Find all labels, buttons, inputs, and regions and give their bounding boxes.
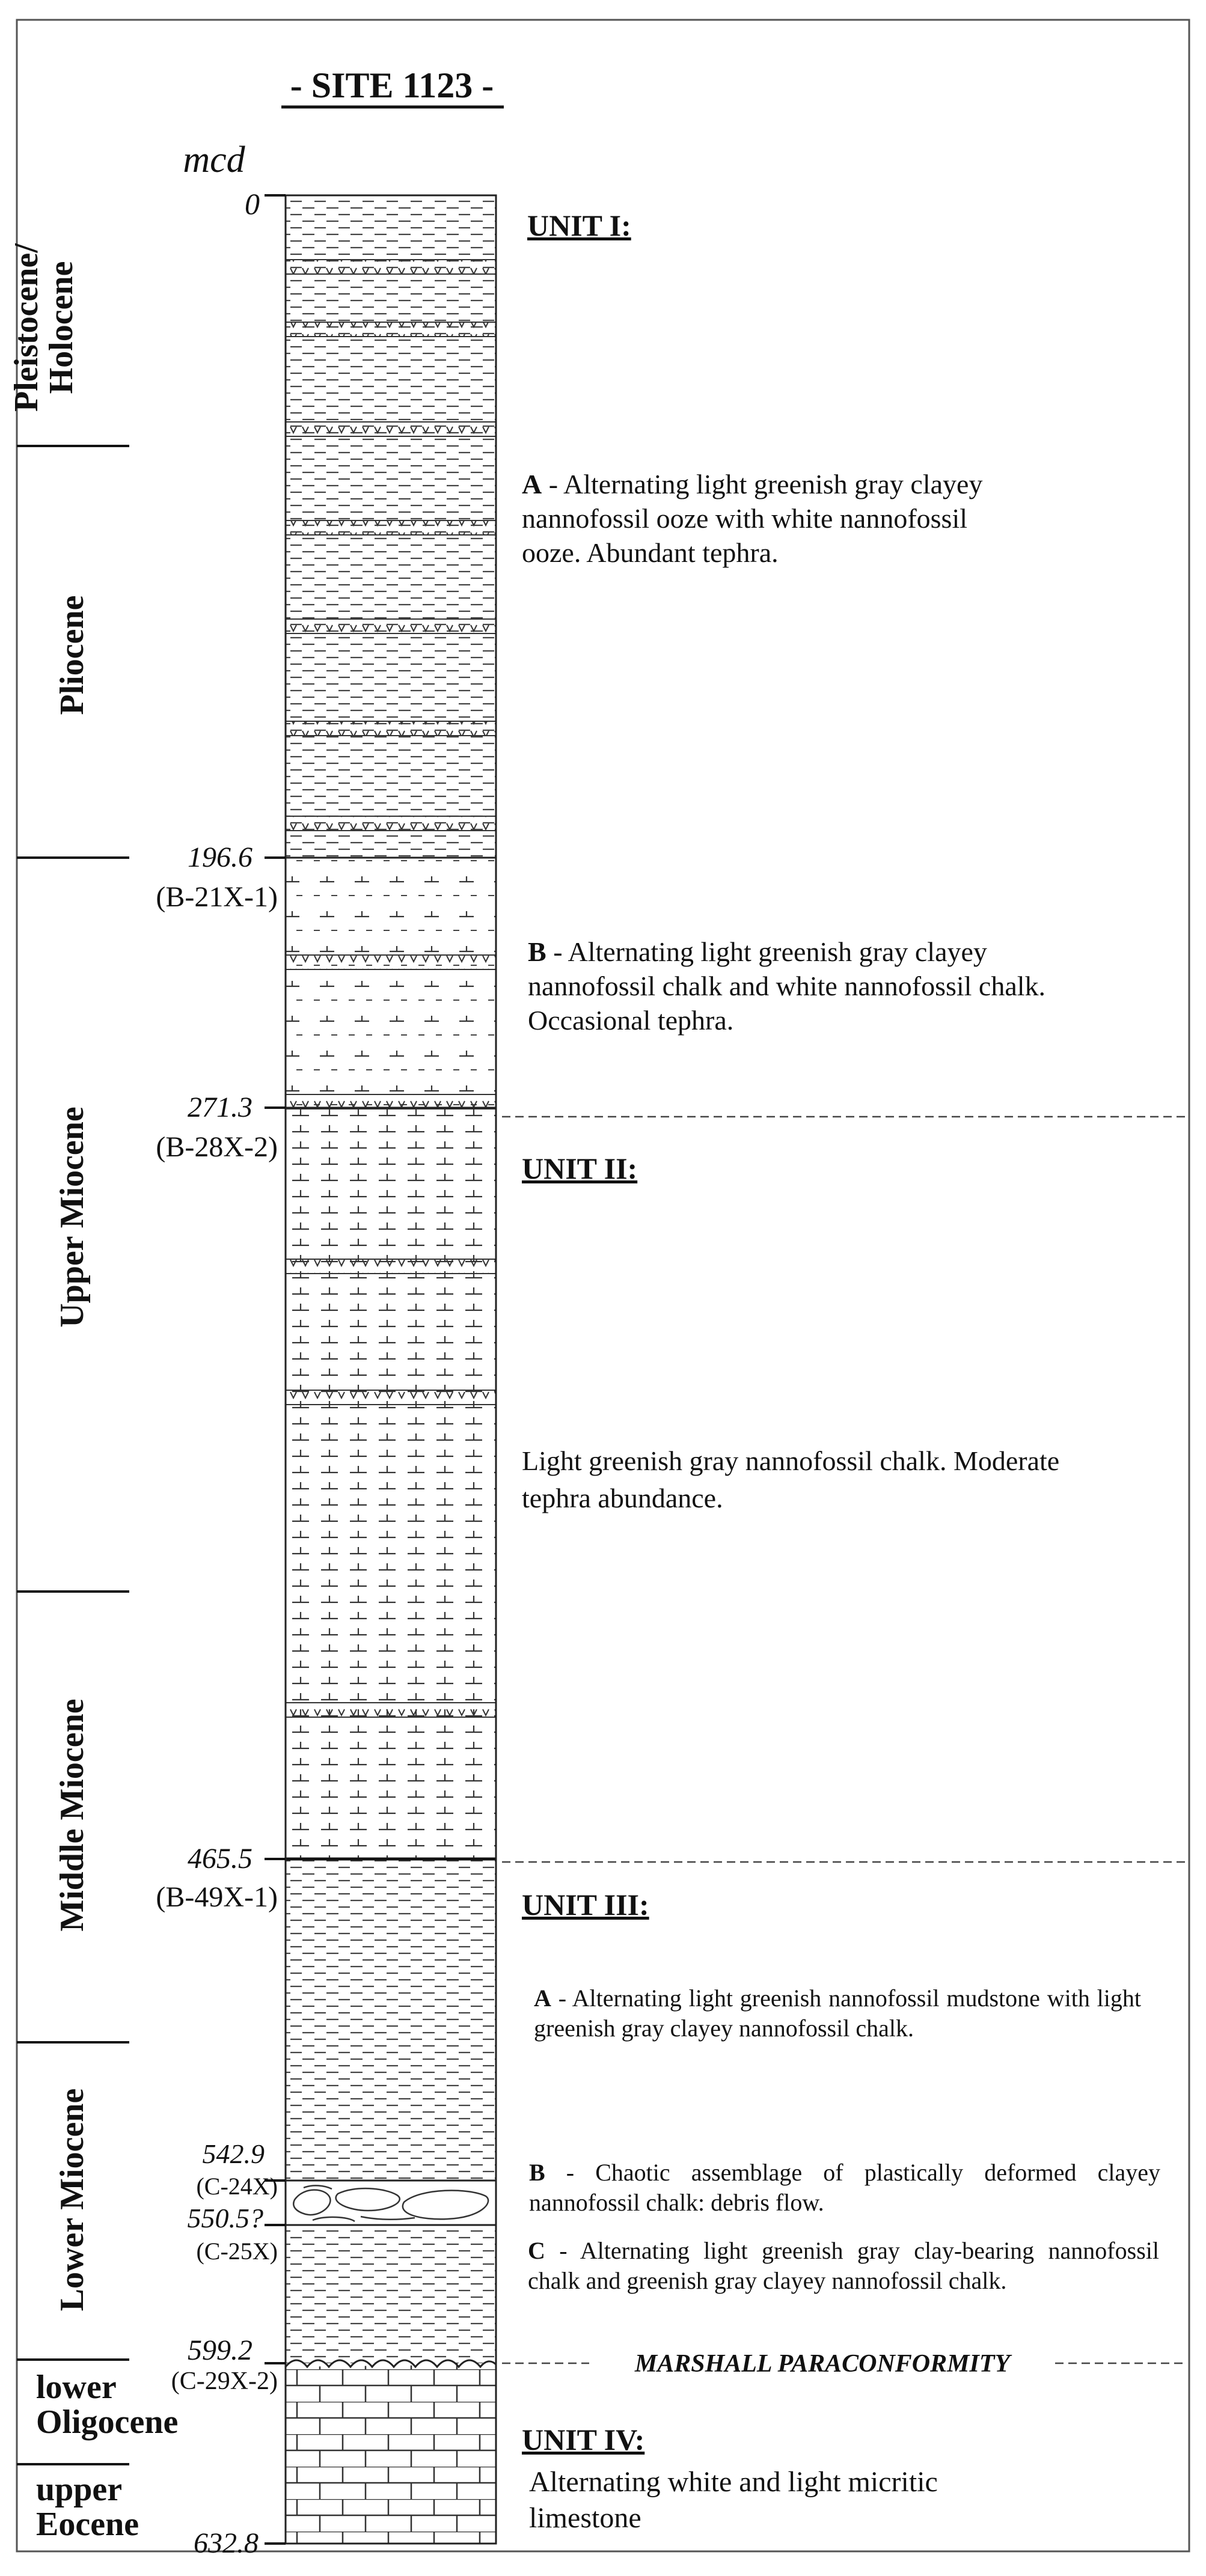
unit-ii-description: Light greenish gray nannofossil chalk. Moderate tephra abundance. (522, 1445, 1060, 1513)
depth-value: 632.8 (194, 2527, 259, 2559)
epoch-label-pleistocene-holocene: Pleistocene/Holocene (8, 243, 80, 412)
unit-iiib-letter: B (529, 2159, 545, 2186)
unit-iv-heading: UNIT IV: (522, 2423, 645, 2456)
unit-iiic-text: - Alternating light greenish gray clay-bearing nannofossil chalk and greenish gray clayey nannofossil chalk. (528, 2237, 1159, 2294)
epoch-label-middle-miocene: Middle Miocene (54, 1699, 91, 1932)
lithology-column (286, 195, 496, 2544)
depth-labels (156, 187, 278, 2559)
lithology-unit-ib-chalk (286, 858, 496, 1108)
unit-iiia-text: - Alternating light greenish nannofossil mudstone with light greenish gray clayey nannofossil chalk. (534, 1985, 1141, 2042)
depth-value: 542.9 (202, 2138, 265, 2169)
core-label: (B-21X-1) (156, 881, 278, 913)
lithology-unit-iiic-chalk (286, 2225, 496, 2363)
unit-ib-letter: B (528, 936, 546, 967)
tephra-band (286, 816, 496, 831)
unit-iiib-text: - Chaotic assemblage of plastically deformed clayey nannofossil chalk: debris flow. (529, 2159, 1160, 2216)
tephra-band (286, 1390, 496, 1405)
unit-ia-description (522, 467, 1027, 570)
unit-ia-letter: A (522, 469, 542, 499)
tephra-band (286, 520, 496, 535)
tephra-band (286, 1259, 496, 1274)
unconformity-label: MARSHALL PARACONFORMITY (634, 2350, 1011, 2378)
core-label: (C-29X-2) (171, 2367, 278, 2395)
tephra-band (286, 619, 496, 633)
unit-iiia-description (534, 1983, 1141, 2043)
depth-value: 550.5? (187, 2203, 263, 2233)
epoch-labels (8, 243, 178, 2543)
figure-title: - SITE 1123 - (290, 66, 494, 105)
unit-iiib-description (529, 2158, 1160, 2218)
tephra-band (286, 260, 496, 274)
epoch-label-lower-oligocene: lower Oligocene (36, 2369, 179, 2441)
lithology-unit-iiia-mudstone (286, 1859, 496, 2181)
unit-iiic-letter: C (528, 2237, 545, 2264)
depth-unit-label: mcd (183, 139, 245, 180)
depth-value: 196.6 (188, 841, 253, 873)
tephra-band (286, 322, 496, 337)
lithology-unit-iv-limestone (286, 2363, 496, 2544)
unit-iv-description: Alternating white and light micritic limestone (529, 2466, 938, 2534)
depth-value: 271.3 (188, 1091, 253, 1123)
unit-ii-heading: UNIT II: (522, 1152, 638, 1185)
lithology-unit-ii-chalk (286, 1108, 496, 1859)
unit-iiia-letter: A (534, 1985, 551, 2012)
tephra-band (286, 721, 496, 736)
core-label: (C-25X) (196, 2238, 278, 2265)
core-label: (B-49X-1) (156, 1881, 278, 1913)
unit-iii-heading: UNIT III: (522, 1888, 649, 1921)
epoch-label-pliocene: Pliocene (54, 595, 91, 715)
unit-i-heading: UNIT I: (527, 209, 631, 242)
unit-iiic-description (528, 2236, 1159, 2296)
core-label: (C-24X) (196, 2173, 278, 2200)
epoch-label-lower-miocene: Lower Miocene (54, 2088, 91, 2312)
unit-ib-text: - Alternating light greenish gray clayey nannofossil chalk and white nannofossil chalk. Occasional tephra. (528, 936, 1046, 1036)
tephra-band (286, 1703, 496, 1717)
depth-value: 465.5 (188, 1843, 253, 1875)
epoch-label-upper-eocene: upper Eocene (36, 2471, 139, 2543)
depth-value: 0 (245, 187, 260, 221)
core-label: (B-28X-2) (156, 1131, 278, 1163)
tephra-band (286, 1094, 496, 1109)
unit-ib-description (528, 935, 1057, 1037)
unit-ia-text: - Alternating light greenish gray clayey nannofossil ooze with white nannofossil ooze. Abundant tephra. (522, 469, 983, 568)
tephra-band (286, 955, 496, 969)
tephra-band (286, 422, 496, 436)
epoch-label-upper-miocene: Upper Miocene (54, 1106, 91, 1328)
depth-value: 599.2 (188, 2334, 253, 2366)
